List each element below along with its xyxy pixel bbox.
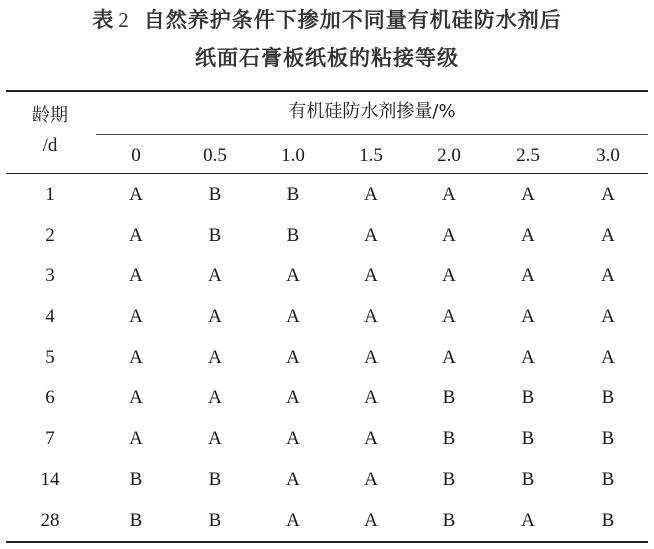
- caption-title-line-1: 自然养护条件下掺加不同量有机硅防水剂后: [143, 8, 562, 32]
- column-header: 2.5: [516, 145, 540, 166]
- age-cell: 7: [45, 428, 55, 449]
- grade-cell: A: [442, 347, 456, 368]
- grade-cell: A: [129, 265, 143, 286]
- age-cell: 4: [45, 306, 55, 327]
- dosage-group-header: 有机硅防水剂掺量/%: [288, 101, 456, 122]
- grade-cell: A: [442, 306, 456, 327]
- grade-cell: B: [521, 387, 535, 408]
- column-header: 0: [131, 145, 141, 166]
- table-number-prefix: 表: [92, 8, 115, 32]
- grade-cell: B: [286, 225, 300, 246]
- age-cell: 3: [45, 265, 55, 286]
- grade-cell: A: [521, 225, 535, 246]
- grade-cell: A: [442, 184, 456, 205]
- grade-cell: A: [601, 306, 615, 327]
- grade-cell: B: [442, 387, 456, 408]
- grade-cell: B: [208, 225, 222, 246]
- grade-cell: A: [521, 306, 535, 327]
- grade-cell: A: [364, 306, 378, 327]
- grade-cell: A: [364, 225, 378, 246]
- grade-cell: A: [601, 225, 615, 246]
- grade-cell: B: [521, 469, 535, 490]
- grade-cell: A: [129, 184, 143, 205]
- grade-cell: A: [286, 510, 300, 531]
- grade-cell: A: [129, 347, 143, 368]
- grade-cell: B: [601, 387, 615, 408]
- grade-cell: B: [601, 469, 615, 490]
- age-cell: 28: [40, 510, 60, 531]
- grade-cell: A: [521, 184, 535, 205]
- grade-cell: B: [442, 469, 456, 490]
- column-header: 1.5: [359, 145, 383, 166]
- grade-cell: A: [364, 184, 378, 205]
- age-cell: 2: [45, 225, 55, 246]
- grade-cell: A: [601, 184, 615, 205]
- grade-cell: A: [601, 347, 615, 368]
- grade-cell: A: [521, 510, 535, 531]
- grade-cell: A: [521, 347, 535, 368]
- column-header: 3.0: [596, 145, 620, 166]
- grade-cell: A: [601, 265, 615, 286]
- age-cell: 1: [45, 184, 55, 205]
- grade-cell: B: [601, 510, 615, 531]
- grade-cell: A: [286, 428, 300, 449]
- grade-cell: B: [208, 469, 222, 490]
- grade-cell: A: [208, 387, 222, 408]
- bottom-rule: [6, 541, 648, 543]
- column-header: 2.0: [437, 145, 461, 166]
- age-cell: 14: [40, 469, 60, 490]
- grade-cell: B: [129, 469, 143, 490]
- grade-cell: B: [286, 184, 300, 205]
- group-header-rule: [96, 134, 648, 135]
- grade-cell: A: [208, 347, 222, 368]
- grade-cell: A: [442, 265, 456, 286]
- grade-cell: A: [286, 387, 300, 408]
- grade-cell: A: [364, 347, 378, 368]
- grade-cell: A: [286, 265, 300, 286]
- caption-title-line-2: 纸面石膏板纸板的粘接等级: [195, 46, 459, 70]
- age-cell: 5: [45, 347, 55, 368]
- grade-cell: A: [286, 306, 300, 327]
- grade-cell: B: [442, 510, 456, 531]
- grade-cell: A: [364, 387, 378, 408]
- age-cell: 6: [45, 387, 55, 408]
- grade-cell: B: [442, 428, 456, 449]
- grade-cell: B: [129, 510, 143, 531]
- column-header: 1.0: [281, 145, 305, 166]
- grade-cell: A: [364, 510, 378, 531]
- top-rule: [6, 90, 648, 92]
- grade-cell: A: [129, 428, 143, 449]
- grade-cell: A: [364, 428, 378, 449]
- grade-cell: A: [129, 225, 143, 246]
- grade-cell: A: [208, 265, 222, 286]
- grade-cell: A: [442, 225, 456, 246]
- column-header: 0.5: [203, 145, 227, 166]
- grade-cell: A: [364, 265, 378, 286]
- grade-cell: A: [129, 306, 143, 327]
- grade-cell: A: [286, 347, 300, 368]
- grade-cell: A: [521, 265, 535, 286]
- grade-cell: A: [286, 469, 300, 490]
- grade-cell: A: [129, 387, 143, 408]
- grade-cell: B: [601, 428, 615, 449]
- table-number: 2: [118, 8, 130, 32]
- grade-cell: B: [208, 184, 222, 205]
- caption-line-1: [0, 4, 654, 34]
- grade-cell: A: [364, 469, 378, 490]
- age-header-label: 龄期: [32, 105, 68, 126]
- age-header-unit: /d: [42, 135, 58, 156]
- grade-cell: A: [208, 428, 222, 449]
- grade-cell: B: [521, 428, 535, 449]
- grade-cell: A: [208, 306, 222, 327]
- grade-cell: B: [208, 510, 222, 531]
- header-rule: [6, 173, 648, 174]
